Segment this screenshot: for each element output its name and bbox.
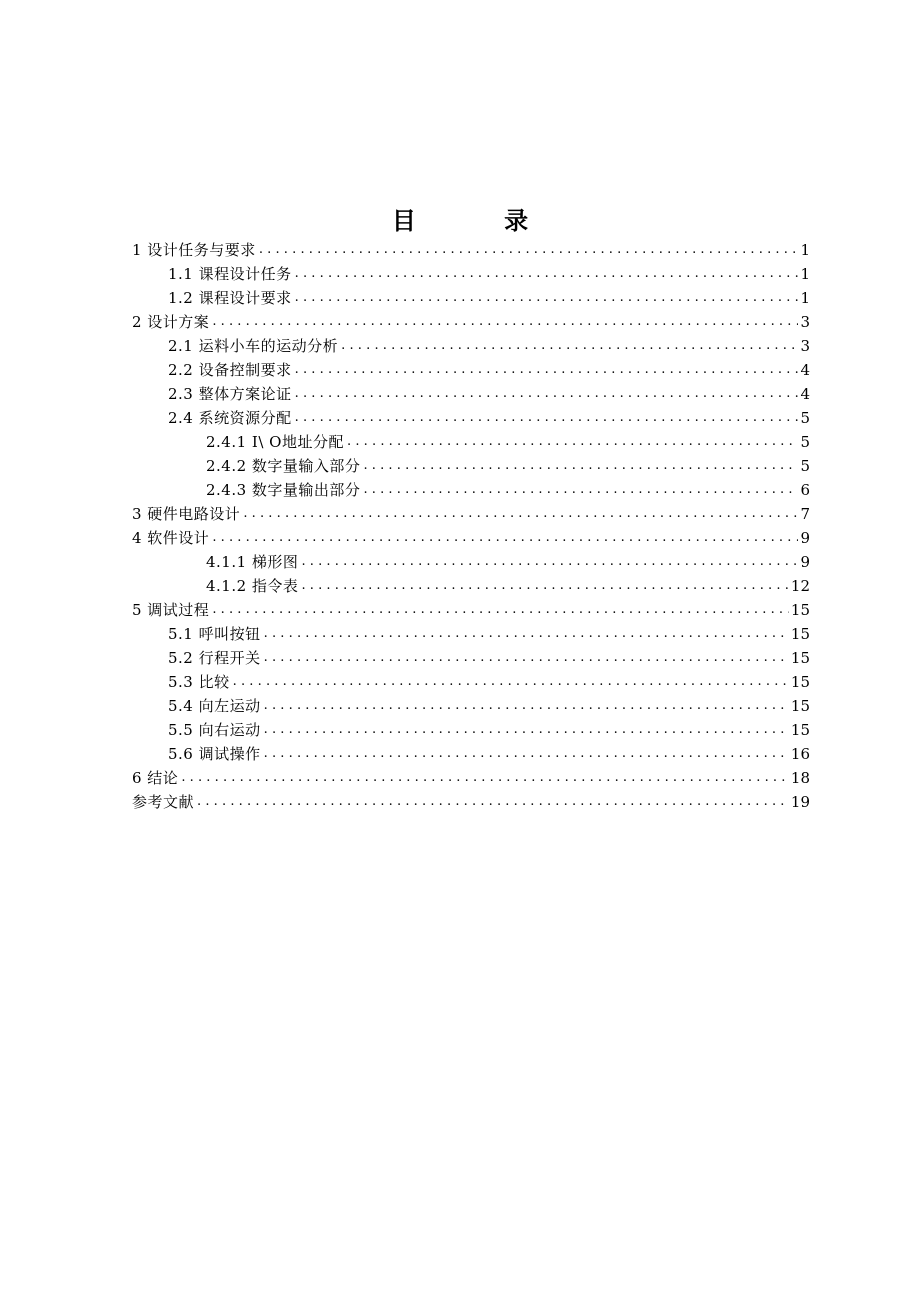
toc-entry-page-number: 9 — [800, 553, 810, 571]
toc-entry-label: 2 设计方案 — [132, 313, 210, 331]
toc-entry[interactable] — [132, 718, 810, 742]
toc-entry[interactable] — [132, 478, 810, 502]
dot-leader — [295, 286, 799, 310]
dot-leader — [295, 358, 799, 382]
toc-entry[interactable] — [132, 430, 810, 454]
toc-entry-page-number: 1 — [800, 241, 810, 259]
toc-entry[interactable] — [132, 310, 810, 334]
toc-entry[interactable] — [132, 502, 810, 526]
dot-leader — [212, 598, 789, 622]
toc-entry-label: 5.4 向左运动 — [168, 697, 261, 715]
toc-entry-label: 2.4 系统资源分配 — [168, 409, 292, 427]
toc-entry-page-number: 15 — [790, 697, 810, 715]
table-of-contents — [132, 238, 810, 814]
dot-leader — [301, 574, 788, 598]
toc-entry-page-number: 1 — [800, 289, 810, 307]
toc-entry-label: 1.2 课程设计要求 — [168, 289, 292, 307]
toc-entry[interactable] — [132, 742, 810, 766]
toc-entry[interactable] — [132, 550, 810, 574]
dot-leader — [363, 478, 798, 502]
dot-leader — [243, 502, 798, 526]
toc-entry[interactable] — [132, 622, 810, 646]
toc-entry-page-number: 4 — [800, 385, 810, 403]
toc-entry[interactable] — [132, 646, 810, 670]
toc-entry-page-number: 15 — [790, 649, 810, 667]
toc-entry[interactable] — [132, 790, 810, 814]
toc-entry[interactable] — [132, 766, 810, 790]
toc-entry-label: 4.1.2 指令表 — [206, 577, 299, 595]
toc-entry-label: 5.6 调试操作 — [168, 745, 261, 763]
dot-leader — [259, 238, 799, 262]
dot-leader — [233, 670, 789, 694]
toc-entry-page-number: 12 — [790, 577, 810, 595]
toc-entry-page-number: 15 — [790, 721, 810, 739]
toc-entry-page-number: 18 — [790, 769, 810, 787]
toc-entry-label: 5 调试过程 — [132, 601, 210, 619]
toc-entry[interactable] — [132, 358, 810, 382]
toc-entry-page-number: 5 — [800, 409, 810, 427]
toc-entry[interactable] — [132, 382, 810, 406]
toc-entry-page-number: 9 — [800, 529, 810, 547]
toc-entry-page-number: 3 — [800, 313, 810, 331]
toc-entry-page-number: 7 — [800, 505, 810, 523]
toc-entry-label: 5.2 行程开关 — [168, 649, 261, 667]
dot-leader — [264, 694, 789, 718]
toc-entry-label: 6 结论 — [132, 769, 179, 787]
toc-entry-label: 4.1.1 梯形图 — [206, 553, 299, 571]
toc-entry-page-number: 15 — [790, 625, 810, 643]
dot-leader — [181, 766, 789, 790]
dot-leader — [301, 550, 798, 574]
dot-leader — [295, 382, 799, 406]
toc-entry-page-number: 4 — [800, 361, 810, 379]
dot-leader — [212, 526, 798, 550]
toc-entry-page-number: 3 — [800, 337, 810, 355]
dot-leader — [197, 790, 789, 814]
toc-entry-label: 2.4.1 I\ O地址分配 — [206, 433, 344, 451]
toc-title: 目 录 — [391, 207, 569, 235]
toc-entry[interactable] — [132, 334, 810, 358]
toc-entry-label: 4 软件设计 — [132, 529, 210, 547]
toc-entry-label: 3 硬件电路设计 — [132, 505, 241, 523]
toc-entry-label: 参考文献 — [132, 793, 195, 811]
dot-leader — [212, 310, 798, 334]
dot-leader — [295, 262, 799, 286]
toc-entry-label: 5.1 呼叫按钮 — [168, 625, 261, 643]
toc-entry[interactable] — [132, 238, 810, 262]
toc-entry-label: 2.4.2 数字量输入部分 — [206, 457, 361, 475]
toc-entry[interactable] — [132, 694, 810, 718]
toc-entry-page-number: 19 — [790, 793, 810, 811]
toc-entry-label: 5.3 比较 — [168, 673, 230, 691]
toc-entry[interactable] — [132, 406, 810, 430]
toc-entry-label: 2.4.3 数字量输出部分 — [206, 481, 361, 499]
toc-entry[interactable] — [132, 454, 810, 478]
dot-leader — [341, 334, 798, 358]
toc-entry[interactable] — [132, 286, 810, 310]
dot-leader — [363, 454, 798, 478]
toc-entry[interactable] — [132, 262, 810, 286]
dot-leader — [264, 622, 789, 646]
toc-entry-label: 2.1 运料小车的运动分析 — [168, 337, 339, 355]
dot-leader — [264, 718, 789, 742]
dot-leader — [264, 742, 789, 766]
toc-entry-label: 5.5 向右运动 — [168, 721, 261, 739]
toc-entry-label: 1 设计任务与要求 — [132, 241, 256, 259]
toc-entry[interactable] — [132, 598, 810, 622]
toc-entry-label: 2.2 设备控制要求 — [168, 361, 292, 379]
toc-entry-page-number: 1 — [800, 265, 810, 283]
toc-entry[interactable] — [132, 526, 810, 550]
toc-entry-page-number: 15 — [790, 673, 810, 691]
toc-entry[interactable] — [132, 670, 810, 694]
toc-entry-label: 2.3 整体方案论证 — [168, 385, 292, 403]
toc-entry-page-number: 15 — [790, 601, 810, 619]
toc-entry-page-number: 5 — [800, 433, 810, 451]
toc-entry[interactable] — [132, 574, 810, 598]
toc-entry-page-number: 6 — [800, 481, 810, 499]
dot-leader — [295, 406, 799, 430]
toc-entry-label: 1.1 课程设计任务 — [168, 265, 292, 283]
dot-leader — [347, 430, 798, 454]
toc-entry-page-number: 5 — [800, 457, 810, 475]
dot-leader — [264, 646, 789, 670]
toc-entry-page-number: 16 — [790, 745, 810, 763]
